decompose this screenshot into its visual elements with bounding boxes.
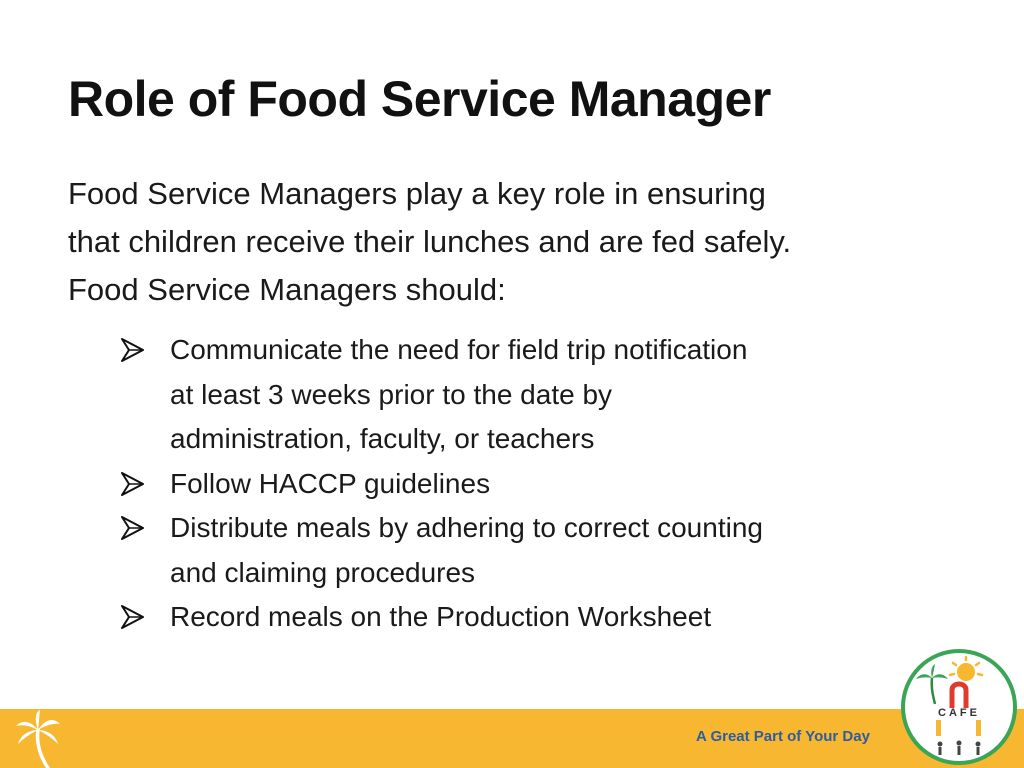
intro-line: Food Service Managers should: [68, 272, 506, 307]
bullet-text-line: and claiming procedures [170, 556, 476, 588]
bullet-item [118, 506, 908, 595]
bullet-item [118, 328, 908, 462]
slide-title: Role of Food Service Manager [68, 71, 771, 127]
bullet-text-line: Communicate the need for field trip notification [170, 334, 748, 365]
bullet-text-line: administration, faculty, or teachers [170, 423, 595, 454]
cafe-logo [900, 648, 1018, 766]
arrow-bullet-icon [118, 603, 146, 631]
bullet-item [118, 595, 908, 640]
intro-paragraph [68, 170, 948, 314]
logo-text: CAFE [938, 707, 980, 719]
bullet-item [118, 462, 908, 507]
palm-tree-icon [12, 708, 64, 768]
arrow-bullet-icon [118, 336, 146, 364]
bullet-list [118, 328, 908, 640]
footer-band [0, 709, 1024, 768]
bullet-text-line: Record meals on the Production Worksheet [170, 601, 712, 632]
arrow-bullet-icon [118, 514, 146, 542]
bullet-text-line: Distribute meals by adhering to correct counting [170, 512, 763, 543]
arrow-bullet-icon [118, 470, 146, 498]
bullet-text-line: at least 3 weeks prior to the date by [170, 378, 613, 410]
intro-line: that children receive their lunches and are fed safely. [68, 224, 792, 259]
bullet-text-line: Follow HACCP guidelines [170, 467, 491, 499]
footer-tagline: A Great Part of Your Day [696, 728, 870, 745]
intro-line: Food Service Managers play a key role in ensuring [68, 176, 766, 211]
